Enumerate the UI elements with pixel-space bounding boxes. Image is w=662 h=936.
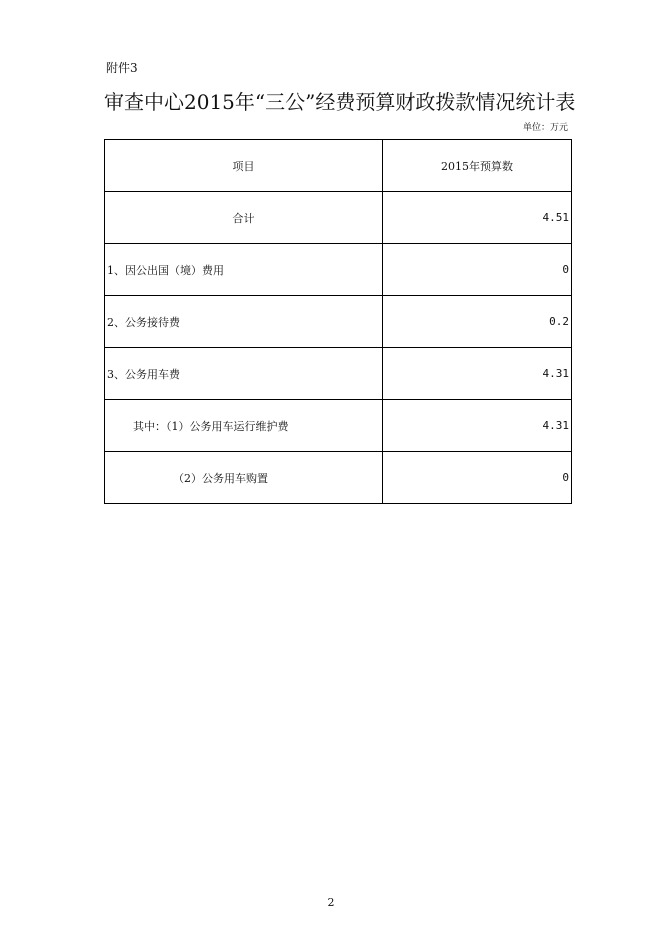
row-vehicle-purchase-label: （2）公务用车购置 xyxy=(105,452,383,504)
budget-table xyxy=(104,139,572,504)
table-header-row xyxy=(105,140,572,192)
table-row xyxy=(105,452,572,504)
table-row xyxy=(105,244,572,296)
row-total-label: 合计 xyxy=(105,192,383,244)
table-row xyxy=(105,192,572,244)
row-reception-label: 2、公务接待费 xyxy=(105,296,383,348)
row-vehicle-label: 3、公务用车费 xyxy=(105,348,383,400)
header-item: 项目 xyxy=(105,140,383,192)
row-vehicle-purchase-value: 0 xyxy=(383,452,572,504)
header-budget: 2015年预算数 xyxy=(383,140,572,192)
row-vehicle-maintenance-value: 4.31 xyxy=(383,400,572,452)
row-vehicle-value: 4.31 xyxy=(383,348,572,400)
table-row xyxy=(105,400,572,452)
row-overseas-label: 1、因公出国（境）费用 xyxy=(105,244,383,296)
page-number: 2 xyxy=(327,896,335,909)
table-row xyxy=(105,348,572,400)
row-total-value: 4.51 xyxy=(383,192,572,244)
row-overseas-value: 0 xyxy=(383,244,572,296)
page-title: 审查中心2015年“三公”经费预算财政拨款情况统计表 xyxy=(104,90,576,114)
table-row xyxy=(105,296,572,348)
attachment-label: 附件3 xyxy=(106,61,138,75)
row-vehicle-maintenance-label: 其中：（1）公务用车运行维护费 xyxy=(105,400,383,452)
row-reception-value: 0.2 xyxy=(383,296,572,348)
unit-label: 单位：万元 xyxy=(522,123,568,133)
